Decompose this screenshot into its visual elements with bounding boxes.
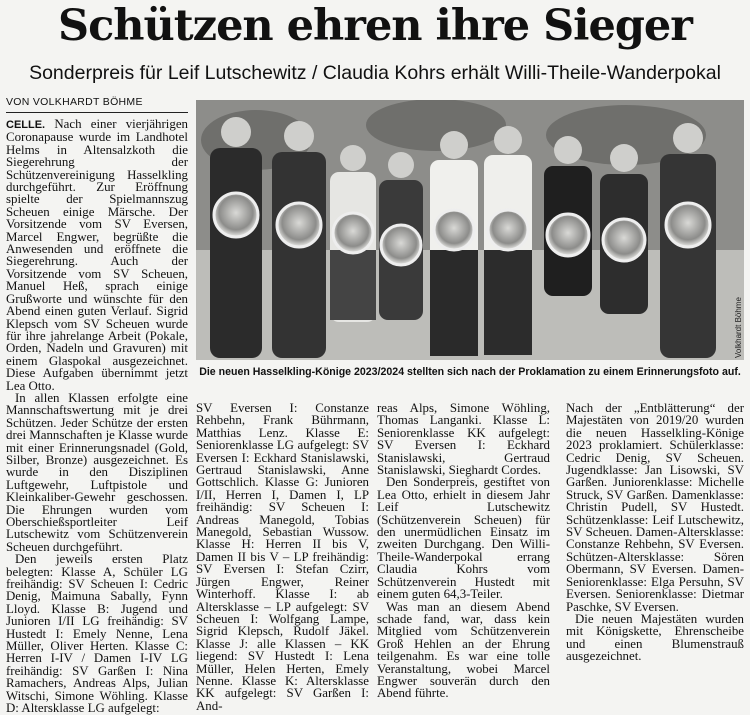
paragraph: Was man an diesem Abend schade fand, war, dass kein Mitglied vom Schützenverein Groß Hehlen an der Ehrung teilgenahm. Es war eine tolle Veranstaltung, wobei Marcel Engwer souverän durch den Abend führte. xyxy=(377,599,550,701)
headline: Schützen ehren ihre Sieger xyxy=(58,1,692,51)
photo-credit xyxy=(731,282,745,362)
article-column-4 xyxy=(566,402,744,663)
paragraph: SV Eversen I: Constanze Rehbehn, Frank Bührmann, Matthias Lenz. Klasse E: Seniorenklasse LG aufgelegt: SV Eversen I: Eckhard Stanislawski, Gertraud Stanislawski, Anne Gottschlich. Klasse G: Junioren I/II, Herren I, Damen I, LP freihändig: SV Scheuen I: Andreas Manegold, Tobias Manegold, Sebastian Wussow. Klasse H: Herren II bis V, Damen II bis V – LP freihändig: SV Eversen I: Stefan Czirr, Jürgen Engwer, Reiner Winterhoff. Klasse I: ab Altersklasse – LP aufgelegt: SV Scheuen I: Wolfgang Lampe, Sigrid Klepsch, Rudolf Jäkel. Klasse J: alle Klassen – KK liegend: SV Hustedt I: Lena Müller, Helen Herten, Emely Nenne. Klasse K: Altersklasse KK aufgelegt: SV Garßen I: And- xyxy=(196,401,369,713)
photo-caption: Die neuen Hasselkling-Könige 2023/2024 stellten sich nach der Proklamation zu einem Erinnerungsfoto auf. xyxy=(199,366,741,378)
group-photo xyxy=(196,100,744,360)
paragraph: In allen Klassen erfolgte eine Mannschaftswertung mit je drei Schützen. Jeder Schütze der ersten drei Mannschaften je Klasse wurde mit einer Erinnerungsnadel (Gold, Silber, Bronze) ausgezeichnet. Es wurde in den Disziplinen Luftgewehr, Luftpistole und Kleinkaliber-Gewehr geschossen. Die Ehrungen wurden vom Oberschießsportleiter Leif Lutschewitz vom Schützenverein Scheuen durchgeführt. xyxy=(6,390,188,554)
paragraph: Den jeweils ersten Platz belegten: Klasse A, Schüler LG freihändig: SV Scheuen I: Cedric Denig, Maimuna Sabally, Fynn Lloyd. Klasse B: Jugend und Junioren I/II LG freihändig: SV Hustedt I: Emely Nenne, Lena Müller, Oliver Herten. Klasse C: Herren I-IV / Damen I-IV LG freihändig: SV Garßen I: Nina Ramachers, Andreas Alps, Julian Witschi, Simone Wöhling. Klasse D: Altersklasse LG aufgelegt: xyxy=(6,552,188,715)
byline: VON VOLKHARDT BÖHME xyxy=(6,96,143,108)
article-column-1 xyxy=(6,118,188,715)
photo-credit-text: Volkhardt Böhme xyxy=(734,297,743,358)
article-column-3 xyxy=(377,402,550,700)
article-column-2 xyxy=(196,402,369,712)
subheadline: Sonderpreis für Leif Lutschewitz / Claudia Kohrs erhält Willi-Theile-Wanderpokal xyxy=(29,62,721,84)
dateline: CELLE. xyxy=(6,119,46,131)
paragraph xyxy=(6,118,188,392)
paragraph: Nach der „Entblätterung“ der Majestäten von 2019/20 wurden die neuen Hasselkling-Könige 2023 proklamiert. Schülerklasse: Cedric Denig, SV Scheuen. Jugendklasse: Jan Lisowski, SV Garßen. Juniorenklasse: Michelle Struck, SV Garßen. Damenklasse: Christin Pudell, SV Hustedt. Schützenklasse: Leif Lutschewitz, SV Scheuen. Damen-Altersklasse: Constanze Rehbehn, SV Eversen. Schützen-Altersklasse: Sören Obermann, SV Eversen. Damen-Seniorenklasse: Elga Persuhn, SV Eversen. Seniorenklasse: Dietmar Paschke, SV Eversen. xyxy=(566,401,744,614)
paragraph: Die neuen Majestäten wurden mit Königskette, Ehrenscheibe und einen Blumenstrauß ausgezeichnet. xyxy=(566,611,744,664)
paragraph: Den Sonderpreis, gestiftet von Lea Otto, erhielt in diesem Jahr Leif Lutschewitz (Schützenverein Scheuen) für den unermüdlichen Einsatz im zweiten Durchgang. Den Willi-Theile-Wanderpokal errang Claudia Kohrs vom Schützenverein Hustedt mit einem guten 64,3-Teiler. xyxy=(377,475,550,602)
paragraph-text: Nach einer vierjährigen Coronapause wurde im Landhotel Helms in Altensalzkoth die Siegerehrung der Schützenvereinigung Hasselkling durchgeführt. Zur Eröffnung spielte der Spielmannszug Scheuen einige Märsche. Der Vorsitzende vom SV Eversen, Marcel Engwer, begrüßte die Anwesenden und eröffnete die Siegerehrung. Auch der Vorsitzende vom SV Scheuen, Manuel Heß, sprach einige Grußworte und wünschte für den Abend einen guten Verlauf. Sigrid Klepsch vom SV Scheuen wurde für ihre jahrelange Arbeit (Pokale, Orden, Nadeln und Gravuren) mit einem Glaspokal ausgezeichnet. Diese Aufgaben übernimmt jetzt Lea Otto. xyxy=(6,117,188,393)
group-photo-illustration xyxy=(196,100,744,360)
paragraph: reas Alps, Simone Wöhling, Thomas Langanki. Klasse L: Seniorenklasse KK aufgelegt: SV Eversen I: Eckhard Stanislawski, Gertraud Stanislawski, Sieghardt Cordes. xyxy=(377,401,550,478)
byline-rule xyxy=(6,112,188,113)
